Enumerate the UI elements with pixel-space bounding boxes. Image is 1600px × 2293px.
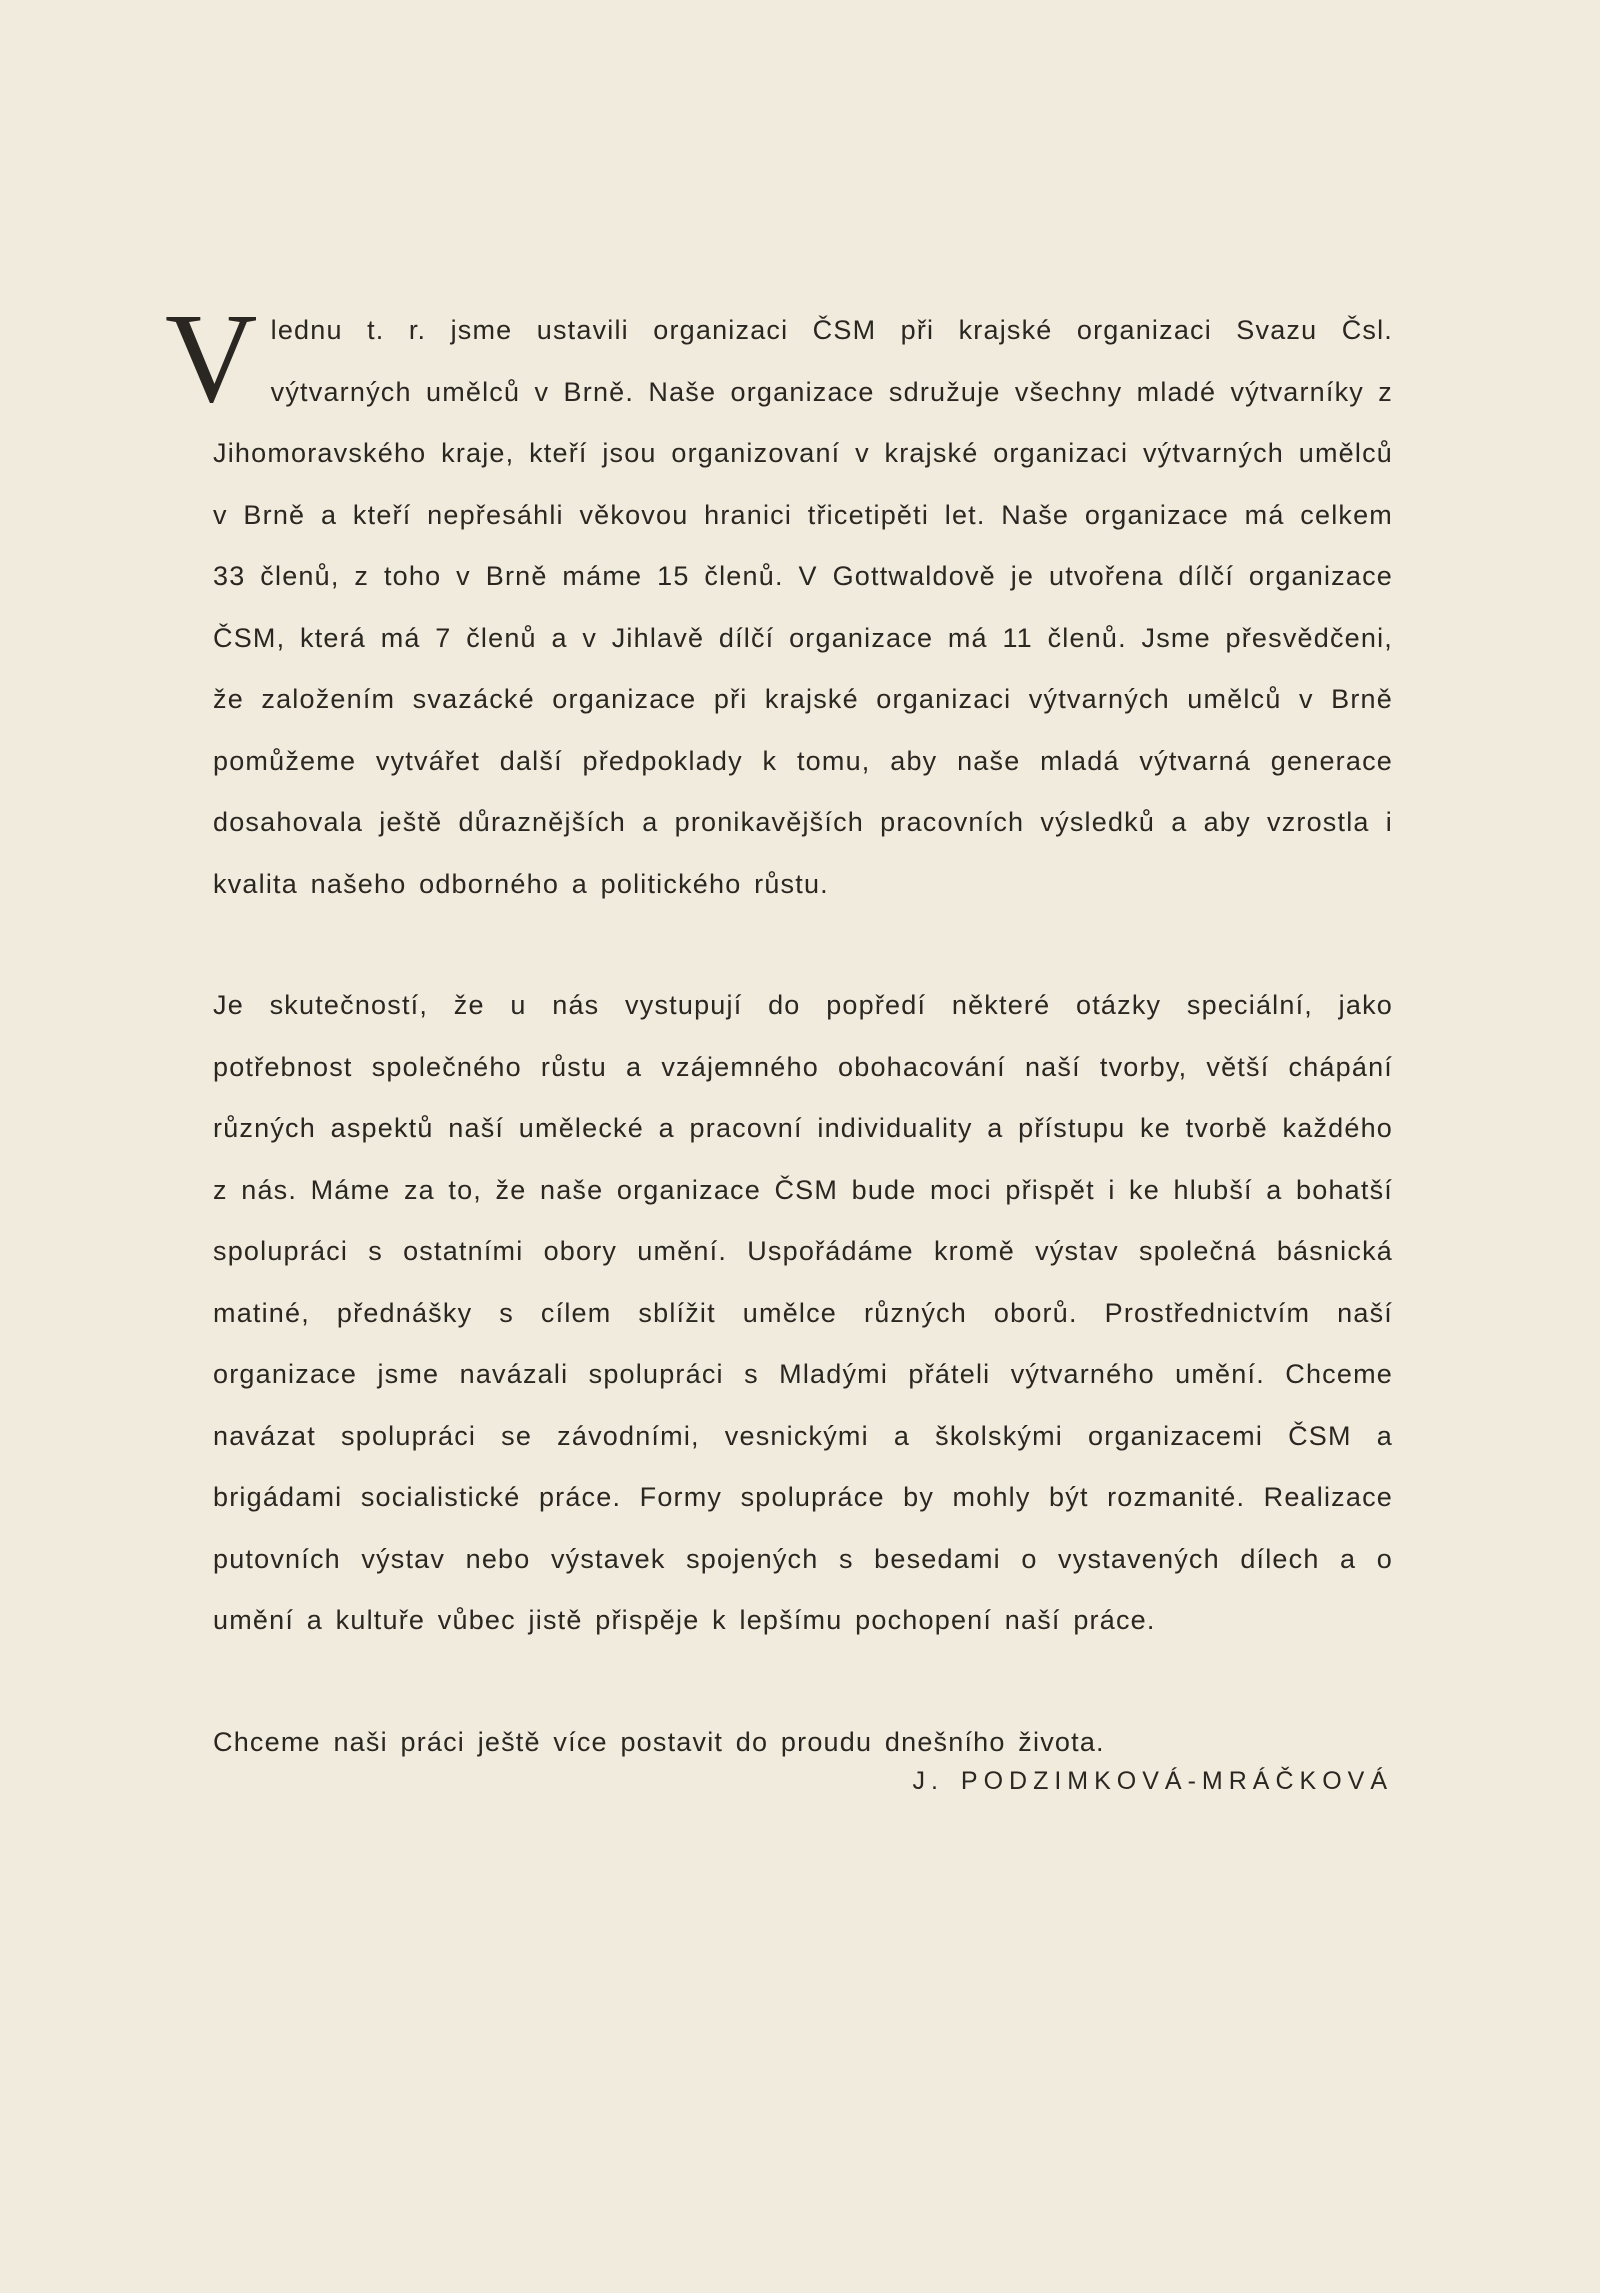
paragraph-1 xyxy=(165,287,1393,915)
author-signature: J. PODZIMKOVÁ-MRÁČKOVÁ xyxy=(912,1767,1393,1795)
paragraph-2: Je skutečností, že u nás vystupují do popředí některé otázky speciální, jako potřebnost společného růstu a vzájemného obohacování naší tvorby, větší chápání různých aspektů naší umělecké a pracovní individuality a přístupu ke tvorbě každého z nás. Máme za to, že naše organizace ČSM bude moci přispět i ke hlubší a bohatší spolupráci s ostatními obory umění. Uspořádáme kromě výstav společná básnická matiné, přednášky s cílem sblížit umělce různých oborů. Prostřednictvím naší organizace jsme navázali spolupráci s Mladými přáteli výtvarného umění. Chceme navázat spolupráci se závodními, vesnickými a školskými organizacemi ČSM a brigádami socialistické práce. Formy spolupráce by mohly být rozmanité. Realizace putovních výstav nebo výstavek spojených s besedami o vystavených dílech a o umění a kultuře vůbec jistě přispěje k lepšímu pochopení naší práce. xyxy=(213,990,1393,1635)
paragraph-3: Chceme naši práci ještě více postavit do proudu dnešního života. xyxy=(213,1726,1105,1757)
article-body xyxy=(165,287,1393,1795)
paragraph-1-text: lednu t. r. jsme ustavili organizaci ČSM při krajské organizaci Svazu Čsl. výtvarných umělců v Brně. Naše organizace sdružuje všechny mladé výtvarníky z Jihomoravského kraje, kteří jsou organizovaní v krajské organizaci výtvarných umělců v Brně a kteří nepřesáhli věkovou hranici třicetipěti let. Naše organizace má celkem 33 členů, z toho v Brně máme 15 členů. V Gottwaldově je utvořena dílčí organizace ČSM, která má 7 členů a v Jihlavě dílčí organizace má 11 členů. Jsme přesvědčeni, že založením svazácké organizace při krajské organizaci výtvarných umělců v Brně pomůžeme vytvářet další předpoklady k tomu, aby naše mladá výtvarná generace dosahovala ještě důraznějších a pronikavějších pracovních výsledků a aby vzrostla i kvalita našeho odborného a politického růstu. xyxy=(213,315,1393,899)
drop-cap: V xyxy=(165,287,259,429)
